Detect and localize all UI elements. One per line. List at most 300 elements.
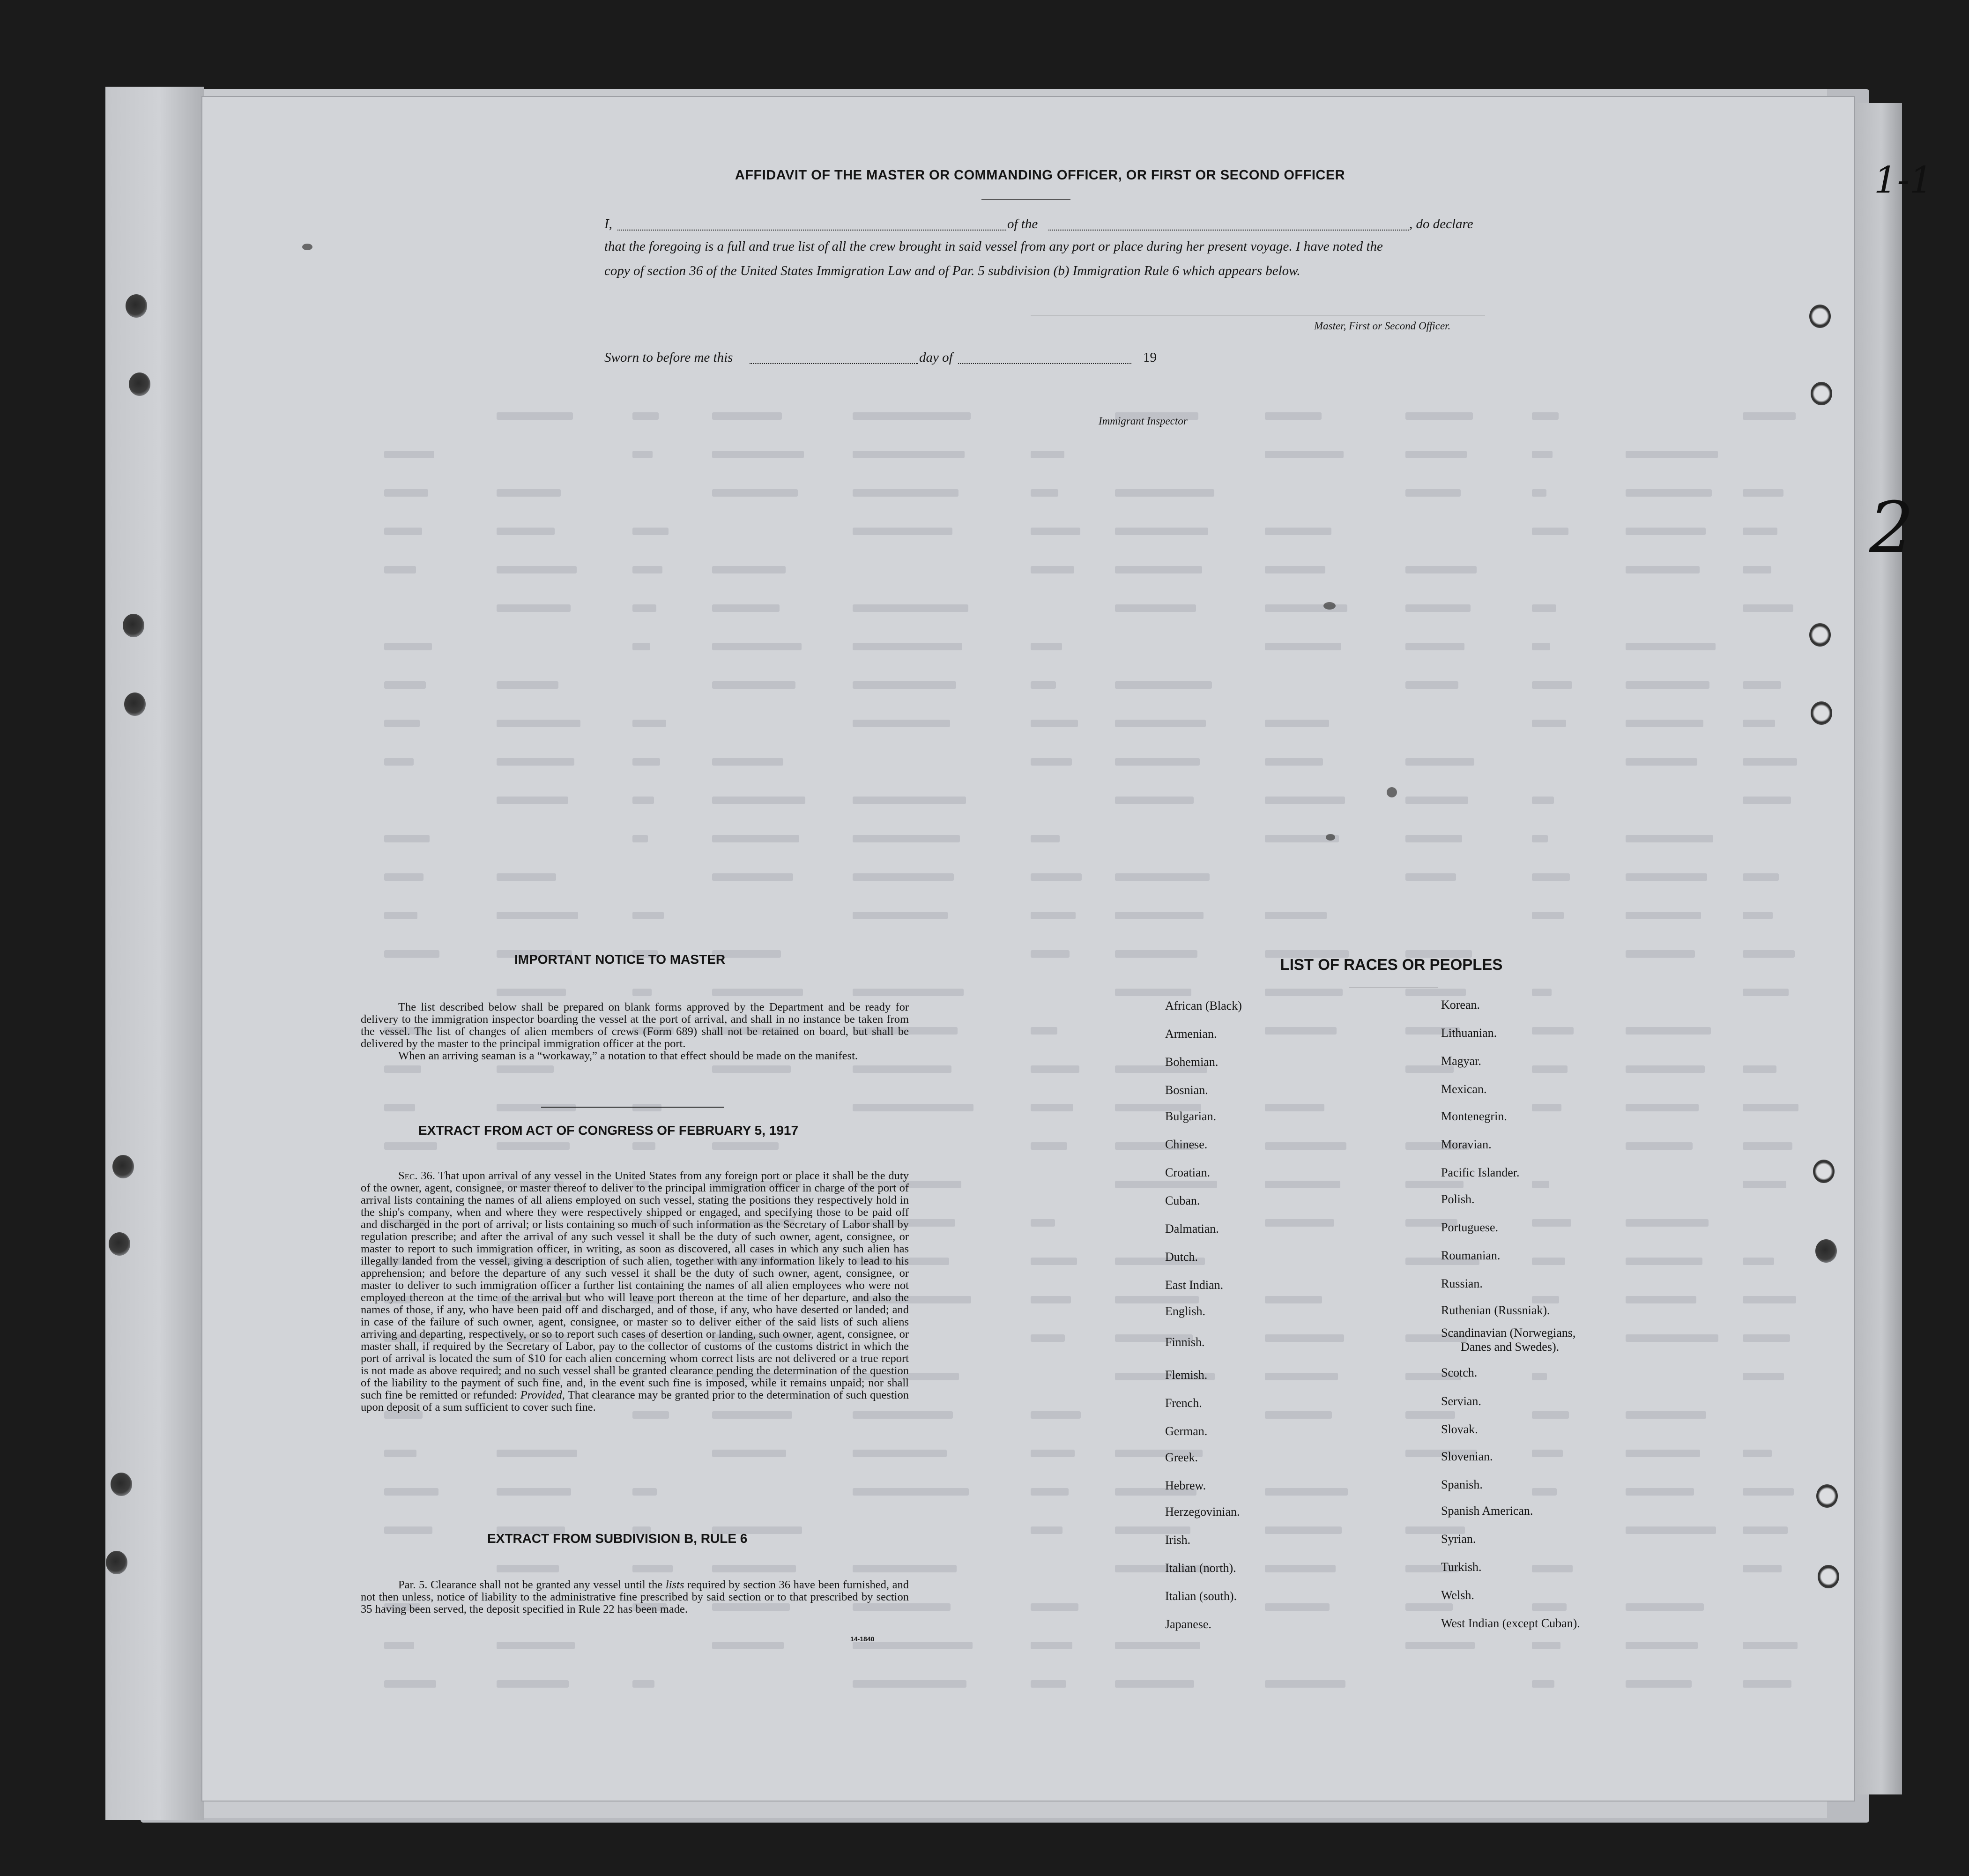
bleed-mark bbox=[712, 1142, 779, 1150]
bleed-row bbox=[384, 643, 1813, 651]
bleed-mark bbox=[712, 989, 803, 996]
bleed-row bbox=[384, 835, 1813, 843]
bleed-mark bbox=[1743, 412, 1796, 420]
race-entry: West Indian (except Cuban). bbox=[1441, 1616, 1580, 1630]
bleed-mark bbox=[1405, 1642, 1475, 1649]
bleed-mark bbox=[632, 1104, 661, 1111]
bleed-mark bbox=[1031, 566, 1074, 573]
form-number: 14-1840 bbox=[850, 1635, 875, 1643]
race-entry: African (Black) bbox=[1165, 999, 1242, 1012]
bleed-mark bbox=[1743, 1565, 1782, 1572]
bleed-mark bbox=[1265, 1219, 1334, 1227]
bleed-mark bbox=[1265, 1565, 1336, 1572]
bleed-mark bbox=[1265, 912, 1327, 919]
bleed-mark bbox=[1626, 1027, 1711, 1035]
race-entry: Spanish. bbox=[1441, 1478, 1483, 1491]
bleed-mark bbox=[632, 720, 666, 727]
race-entry: Flemish. bbox=[1165, 1368, 1208, 1382]
bleed-mark bbox=[384, 1065, 421, 1073]
bleed-mark bbox=[1532, 1565, 1573, 1572]
bleed-mark bbox=[1031, 1104, 1073, 1111]
bleed-mark bbox=[384, 1450, 416, 1457]
bleed-mark bbox=[1532, 835, 1548, 842]
bleed-mark bbox=[1115, 873, 1210, 881]
bleed-mark bbox=[1626, 1142, 1693, 1150]
bleed-mark bbox=[1626, 1680, 1692, 1688]
bleed-row bbox=[384, 1680, 1813, 1689]
affidavit-line-2: that the foregoing is a full and true list of all the crew brought in said vessel from any port or place during her present voyage. I have noted the bbox=[604, 239, 1383, 254]
bleed-mark bbox=[632, 604, 656, 612]
bleed-mark bbox=[1265, 643, 1341, 650]
bleed-mark bbox=[1626, 758, 1697, 766]
declarant-prefix: I, bbox=[604, 216, 612, 231]
bleed-mark bbox=[384, 681, 426, 689]
bleed-mark bbox=[712, 451, 804, 458]
bleed-row bbox=[384, 451, 1813, 459]
bleed-mark bbox=[1626, 835, 1713, 842]
bleed-mark bbox=[1265, 528, 1331, 535]
bleed-mark bbox=[1031, 1219, 1055, 1227]
bleed-mark bbox=[497, 1488, 571, 1496]
bleed-mark bbox=[1031, 451, 1064, 458]
bleed-mark bbox=[712, 758, 783, 766]
bleed-mark bbox=[1405, 1181, 1464, 1188]
bleed-row bbox=[384, 528, 1813, 536]
race-entry: Cuban. bbox=[1165, 1194, 1200, 1207]
bleed-mark bbox=[1115, 1296, 1199, 1303]
bleed-mark bbox=[497, 1565, 559, 1572]
bleed-mark bbox=[1265, 566, 1325, 573]
bleed-mark bbox=[853, 489, 958, 497]
sworn-day-of: day of bbox=[919, 350, 953, 365]
sworn-year: 19 bbox=[1143, 350, 1157, 365]
bleed-mark bbox=[497, 758, 574, 766]
bleed-mark bbox=[1532, 1065, 1568, 1073]
bleed-mark bbox=[1532, 1219, 1571, 1227]
bleed-mark bbox=[853, 1065, 951, 1073]
bleed-mark bbox=[1532, 604, 1556, 612]
vessel-connector: of the bbox=[1007, 216, 1038, 231]
bleed-mark bbox=[1743, 1104, 1798, 1111]
bleed-mark bbox=[384, 643, 432, 650]
bleed-mark bbox=[632, 1142, 655, 1150]
bleed-mark bbox=[1031, 643, 1062, 650]
bleed-row bbox=[384, 489, 1813, 498]
bleed-mark bbox=[497, 489, 561, 497]
sworn-month-field[interactable] bbox=[958, 363, 1131, 364]
bleed-mark bbox=[1626, 643, 1716, 650]
bleed-mark bbox=[1265, 451, 1344, 458]
bleed-mark bbox=[1031, 1027, 1057, 1035]
bleed-mark bbox=[1265, 1104, 1324, 1111]
bleed-mark bbox=[853, 528, 952, 535]
bleed-mark bbox=[1265, 1488, 1348, 1496]
bleed-mark bbox=[1626, 1411, 1706, 1419]
race-entry: Portuguese. bbox=[1441, 1221, 1499, 1234]
bleed-mark bbox=[1532, 528, 1568, 535]
bleed-mark bbox=[632, 1680, 654, 1688]
bleed-mark bbox=[1532, 1411, 1569, 1419]
bleed-mark bbox=[1532, 489, 1546, 497]
bleed-mark bbox=[1405, 758, 1474, 766]
bleed-mark bbox=[632, 1488, 657, 1496]
bleed-mark bbox=[1532, 643, 1550, 650]
bleed-mark bbox=[712, 412, 782, 420]
bleed-mark bbox=[1743, 1488, 1794, 1496]
bleed-mark bbox=[1532, 412, 1559, 420]
punch-hole bbox=[1809, 305, 1831, 328]
bleed-row bbox=[384, 1642, 1813, 1650]
bleed-mark bbox=[853, 412, 971, 420]
race-entry: Dutch. bbox=[1165, 1250, 1198, 1264]
bleed-mark bbox=[1031, 873, 1082, 881]
bleed-mark bbox=[1743, 1065, 1776, 1073]
bleed-mark bbox=[712, 1642, 784, 1649]
bleed-mark bbox=[712, 489, 798, 497]
bleed-mark bbox=[1115, 489, 1214, 497]
master-caption: Master, First or Second Officer. bbox=[1314, 320, 1451, 332]
bleed-row bbox=[384, 681, 1813, 690]
bleed-mark bbox=[497, 1065, 554, 1073]
act-title: EXTRACT FROM ACT OF CONGRESS OF FEBRUARY 5, 1917 bbox=[418, 1123, 799, 1138]
bleed-mark bbox=[1626, 950, 1695, 958]
punch-hole bbox=[124, 692, 146, 716]
bleed-mark bbox=[1743, 566, 1771, 573]
bleed-mark bbox=[1532, 1642, 1560, 1649]
bleed-mark bbox=[1743, 720, 1775, 727]
bleed-mark bbox=[1532, 1027, 1574, 1035]
bleed-mark bbox=[1031, 489, 1058, 497]
bleed-mark bbox=[1031, 1142, 1067, 1150]
bleed-mark bbox=[1532, 451, 1553, 458]
bleed-mark bbox=[712, 1450, 786, 1457]
notice-title: IMPORTANT NOTICE TO MASTER bbox=[514, 952, 726, 967]
sworn-day-field[interactable] bbox=[750, 363, 918, 364]
bleed-mark bbox=[1532, 1488, 1557, 1496]
vessel-name-field[interactable] bbox=[1048, 230, 1409, 231]
bleed-mark bbox=[1405, 873, 1456, 881]
race-entry: Scandinavian (Norwegians, bbox=[1441, 1326, 1576, 1340]
bleed-mark bbox=[384, 1680, 436, 1688]
act-provided: Provided, bbox=[520, 1389, 565, 1401]
rule-text: Par. 5. Clearance shall not be granted any vessel until the bbox=[398, 1578, 663, 1591]
punch-hole bbox=[123, 614, 144, 637]
bleed-mark bbox=[712, 604, 780, 612]
bleed-mark bbox=[1031, 1642, 1072, 1649]
bleed-mark bbox=[497, 1642, 575, 1649]
bleed-mark bbox=[1405, 797, 1468, 804]
notice-body bbox=[361, 1001, 909, 1062]
bleed-mark bbox=[632, 1565, 673, 1572]
bleed-mark bbox=[1265, 412, 1322, 420]
bleed-mark bbox=[1405, 451, 1467, 458]
bleed-mark bbox=[1405, 489, 1461, 497]
bleed-mark bbox=[1031, 1296, 1071, 1303]
bleed-mark bbox=[1115, 604, 1196, 612]
race-entry: Pacific Islander. bbox=[1441, 1166, 1520, 1179]
bleed-mark bbox=[1265, 1526, 1342, 1534]
bleed-mark bbox=[1031, 1680, 1066, 1688]
race-entry: Welsh. bbox=[1441, 1588, 1474, 1602]
bleed-mark bbox=[853, 1104, 973, 1111]
bleed-mark bbox=[1743, 989, 1789, 996]
bleed-mark bbox=[632, 566, 662, 573]
bleed-mark bbox=[384, 451, 434, 458]
bleed-mark bbox=[632, 528, 669, 535]
bleed-mark bbox=[1031, 912, 1076, 919]
punch-hole bbox=[112, 1155, 134, 1178]
bleed-mark bbox=[1115, 950, 1197, 958]
act-section-label: Sec. 36. bbox=[398, 1169, 435, 1182]
bleed-mark bbox=[712, 835, 799, 842]
bleed-row bbox=[384, 1565, 1813, 1573]
bleed-mark bbox=[384, 1142, 437, 1150]
bleed-mark bbox=[1115, 797, 1194, 804]
bleed-mark bbox=[712, 797, 805, 804]
bleed-mark bbox=[497, 720, 580, 727]
bleed-row bbox=[384, 989, 1813, 997]
bleed-mark bbox=[1743, 1526, 1788, 1534]
bleed-mark bbox=[1031, 835, 1060, 842]
bleed-mark bbox=[1031, 528, 1080, 535]
bleed-mark bbox=[1031, 1603, 1078, 1611]
race-entry: Armenian. bbox=[1165, 1027, 1217, 1041]
bleed-row bbox=[384, 1065, 1813, 1074]
bleed-mark bbox=[1532, 1680, 1554, 1688]
race-entry: Hebrew. bbox=[1165, 1479, 1206, 1492]
bleed-mark bbox=[632, 643, 650, 650]
race-entry: Polish. bbox=[1441, 1192, 1475, 1206]
bleed-mark bbox=[1626, 528, 1706, 535]
bleed-mark bbox=[497, 604, 571, 612]
bleed-mark bbox=[1031, 681, 1056, 689]
bleed-mark bbox=[1626, 1104, 1699, 1111]
section-divider bbox=[541, 1107, 724, 1108]
bleed-mark bbox=[632, 989, 652, 996]
races-title: LIST OF RACES OR PEOPLES bbox=[1280, 956, 1503, 973]
bleed-mark bbox=[1115, 720, 1206, 727]
bleed-mark bbox=[632, 758, 660, 766]
bleed-mark bbox=[1265, 1680, 1345, 1688]
bleed-mark bbox=[1115, 1642, 1200, 1649]
bleed-mark bbox=[1405, 412, 1473, 420]
bleed-row bbox=[384, 1104, 1813, 1112]
race-entry: Italian (south). bbox=[1165, 1589, 1237, 1603]
bleed-mark bbox=[497, 912, 578, 919]
rule-body bbox=[361, 1579, 909, 1615]
title-divider bbox=[981, 199, 1070, 200]
ink-smudge bbox=[1326, 834, 1335, 841]
bleed-mark bbox=[497, 989, 566, 996]
race-entry: Chinese. bbox=[1165, 1138, 1208, 1151]
race-entry: Korean. bbox=[1441, 998, 1480, 1012]
bleed-mark bbox=[1626, 1296, 1696, 1303]
bleed-mark bbox=[1626, 1258, 1702, 1265]
bleed-mark bbox=[1031, 758, 1072, 766]
bleed-mark bbox=[1532, 873, 1570, 881]
bleed-mark bbox=[1532, 1373, 1547, 1380]
bleed-mark bbox=[853, 989, 964, 996]
bleed-mark bbox=[853, 643, 962, 650]
declare-suffix: , do declare bbox=[1409, 216, 1473, 231]
bleed-mark bbox=[1405, 566, 1477, 573]
bleed-mark bbox=[1743, 758, 1797, 766]
rule-title: EXTRACT FROM SUBDIVISION B, RULE 6 bbox=[487, 1531, 748, 1546]
race-entry: Italian (north). bbox=[1165, 1561, 1236, 1575]
race-entry: Ruthenian (Russniak). bbox=[1441, 1303, 1550, 1317]
race-entry: Scotch. bbox=[1441, 1366, 1478, 1379]
bleed-mark bbox=[1626, 566, 1700, 573]
race-entry: Slovenian. bbox=[1441, 1450, 1493, 1463]
bleed-mark bbox=[1626, 1065, 1705, 1073]
bleed-mark bbox=[1743, 1450, 1772, 1457]
bleed-row bbox=[384, 797, 1813, 805]
bleed-mark bbox=[1743, 681, 1781, 689]
bleed-mark bbox=[384, 1642, 414, 1649]
bleed-mark bbox=[1532, 720, 1566, 727]
race-entry: Syrian. bbox=[1441, 1532, 1476, 1546]
race-entry: Russian. bbox=[1441, 1277, 1483, 1290]
bleed-mark bbox=[1265, 1296, 1322, 1303]
bleed-mark bbox=[1265, 1027, 1337, 1035]
bleed-mark bbox=[712, 681, 795, 689]
act-text-end: That clearance may be granted prior to the determination of such question upon deposit of a sum sufficient to cover such fine. bbox=[361, 1389, 909, 1414]
handwritten-side-number: 2 bbox=[1869, 487, 1914, 569]
punch-hole bbox=[129, 372, 150, 396]
punch-hole bbox=[126, 294, 147, 318]
bleed-mark bbox=[1405, 604, 1471, 612]
handwritten-corner-mark: 1-1 bbox=[1874, 159, 1933, 201]
bleed-mark bbox=[1405, 835, 1462, 842]
bleed-mark bbox=[497, 1450, 577, 1457]
bleed-mark bbox=[1743, 489, 1783, 497]
bleed-mark bbox=[1265, 758, 1323, 766]
bleed-mark bbox=[1626, 1219, 1709, 1227]
race-entry: Herzegovinian. bbox=[1165, 1505, 1240, 1519]
race-entry: Japanese. bbox=[1165, 1617, 1211, 1631]
bleed-mark bbox=[1031, 1450, 1075, 1457]
bleed-mark bbox=[1031, 1411, 1081, 1419]
race-entry: Moravian. bbox=[1441, 1138, 1492, 1151]
bleed-mark bbox=[1405, 681, 1458, 689]
bleed-mark bbox=[712, 873, 793, 881]
bleed-mark bbox=[1031, 1258, 1077, 1265]
race-entry: Croatian. bbox=[1165, 1166, 1211, 1179]
bleed-mark bbox=[1626, 681, 1709, 689]
bleed-mark bbox=[384, 912, 417, 919]
bleed-mark bbox=[384, 1526, 432, 1534]
bleed-row bbox=[384, 758, 1813, 767]
bleed-mark bbox=[1532, 1603, 1567, 1611]
bleed-mark bbox=[632, 912, 664, 919]
bleed-mark bbox=[712, 566, 786, 573]
bleed-mark bbox=[853, 912, 948, 919]
race-entry: Bulgarian. bbox=[1165, 1109, 1217, 1123]
bleed-mark bbox=[853, 1565, 957, 1572]
act-text: That upon arrival of any vessel in the United States from any foreign port or place it shall be the duty of the owner, agent, consignee, or master thereof to deliver to the principal immigration officer in charge of the port of arrival lists containing the names of all aliens employed on such vessel, stating the positions they respectively hold in the ship's company, when and where they were respectively shipped or engaged, and specifying those to be paid off and discharged in the port of arrival; or lists containing so much of such information as the Secretary of Labor shall by regulation prescribe; and after the arrival of any such vessel it shall be the duty of such owner, agent, consignee, or master to report to such immigration officer, in writing, as soon as discovered, all cases in which any such alien has illegally landed from the vessel, giving a description of such alien, together with any information likely to lead to his apprehension; and before the departure of any such vessel it shall be the duty of such owner, agent, consignee, or master to deliver to such immigration officer a further list containing the names of all alien employees who were not employed thereon at the time of the arrival but who will leave port thereon at the time of her departure, and also the names of those, if any, who have been paid off and discharged, and of those, if any, who have deserted or landed; and in case of the failure of such owner, agent, consignee, or master so to deliver either of the said lists of such aliens arriving and departing, respectively, or so to report such cases of desertion or landing, such owner, agent, consignee, or master shall, if required by the Secretary of Labor, pay to the collector of customs of the customs district in which the port of arrival is located the sum of $10 for each alien concerning whom correct lists are not delivered or a true report is not made as above required; and no such vessel shall be granted clearance pending the determination of the question of the liability to the payment of such fine, and, in the event such fine is imposed, while it remains unpaid; nor shall such fine be remitted or refunded: bbox=[361, 1169, 909, 1401]
punch-hole bbox=[109, 1232, 130, 1256]
bleed-mark bbox=[1405, 1603, 1453, 1611]
race-entry: Greek. bbox=[1165, 1451, 1198, 1464]
bleed-mark bbox=[497, 797, 568, 804]
race-entry: Irish. bbox=[1165, 1533, 1191, 1547]
race-entry: Bosnian. bbox=[1165, 1083, 1208, 1097]
bleed-mark bbox=[1743, 912, 1773, 919]
bleed-mark bbox=[853, 604, 968, 612]
race-entry: Montenegrin. bbox=[1441, 1109, 1507, 1123]
race-entry: Bohemian. bbox=[1165, 1055, 1219, 1069]
bleed-mark bbox=[853, 1680, 966, 1688]
bleed-mark bbox=[853, 1642, 973, 1649]
race-entry: Lithuanian. bbox=[1441, 1026, 1497, 1040]
bleed-mark bbox=[1626, 489, 1712, 497]
bleed-mark bbox=[1115, 566, 1202, 573]
bleed-mark bbox=[384, 528, 422, 535]
race-entry: Mexican. bbox=[1441, 1082, 1487, 1096]
bleed-mark bbox=[1626, 1450, 1700, 1457]
bleed-row bbox=[384, 912, 1813, 920]
bleed-mark bbox=[1115, 912, 1204, 919]
bleed-mark bbox=[1115, 681, 1212, 689]
race-entry: East Indian. bbox=[1165, 1278, 1224, 1292]
bleed-mark bbox=[1265, 1334, 1344, 1342]
bleed-mark bbox=[384, 1488, 438, 1496]
bleed-mark bbox=[1265, 1411, 1332, 1419]
bleed-mark bbox=[1743, 1642, 1798, 1649]
bleed-mark bbox=[712, 1065, 791, 1073]
bleed-mark bbox=[712, 1565, 796, 1572]
bleed-mark bbox=[1532, 989, 1552, 996]
bleed-mark bbox=[1743, 950, 1795, 958]
bleed-mark bbox=[853, 835, 960, 842]
affidavit-line-3: copy of section 36 of the United States Immigration Law and of Par. 5 subdivision (b) Immigration Rule 6 which appears below. bbox=[604, 263, 1300, 278]
bleed-mark bbox=[384, 566, 416, 573]
bleed-mark bbox=[384, 950, 439, 958]
declarant-name-field[interactable] bbox=[617, 230, 1006, 231]
bleed-mark bbox=[384, 835, 430, 842]
bleed-mark bbox=[384, 873, 424, 881]
ink-smudge bbox=[1387, 787, 1397, 797]
bleed-row bbox=[384, 1142, 1813, 1151]
bleed-mark bbox=[1265, 1181, 1340, 1188]
bleed-mark bbox=[1115, 758, 1200, 766]
bleed-mark bbox=[853, 1488, 969, 1496]
bleed-mark bbox=[384, 1104, 415, 1111]
rule-lists: lists bbox=[665, 1578, 684, 1591]
race-entry: Spanish American. bbox=[1441, 1504, 1533, 1518]
bleed-mark bbox=[1626, 1334, 1718, 1342]
notice-paragraph-2: When an arriving seaman is a “workaway,” a notation to that effect should be made on the manifest. bbox=[398, 1050, 858, 1062]
bleed-mark bbox=[1265, 1373, 1338, 1380]
bleed-mark bbox=[1743, 1680, 1791, 1688]
bleed-mark bbox=[1532, 1296, 1559, 1303]
bleed-mark bbox=[1743, 1181, 1786, 1188]
bleed-mark bbox=[384, 720, 420, 727]
bleed-mark bbox=[632, 412, 659, 420]
bleed-mark bbox=[1532, 797, 1554, 804]
bleed-mark bbox=[712, 643, 802, 650]
bleed-mark bbox=[1405, 989, 1466, 996]
bleed-mark bbox=[1532, 1450, 1563, 1457]
bleed-mark bbox=[1532, 912, 1564, 919]
bleed-mark bbox=[1031, 1488, 1069, 1496]
punch-hole bbox=[111, 1473, 132, 1496]
race-entry: Slovak. bbox=[1441, 1422, 1478, 1436]
bleed-mark bbox=[497, 1142, 570, 1150]
bleed-row bbox=[384, 720, 1813, 728]
bleed-mark bbox=[1265, 989, 1343, 996]
rule-text-end: required by section 36 have been furnished, and not then unless, notice of liability to the administrative fine prescribed by said section or to that prescribed by section 35 having been served, the deposit specified in Rule 22 has been made. bbox=[361, 1578, 909, 1615]
